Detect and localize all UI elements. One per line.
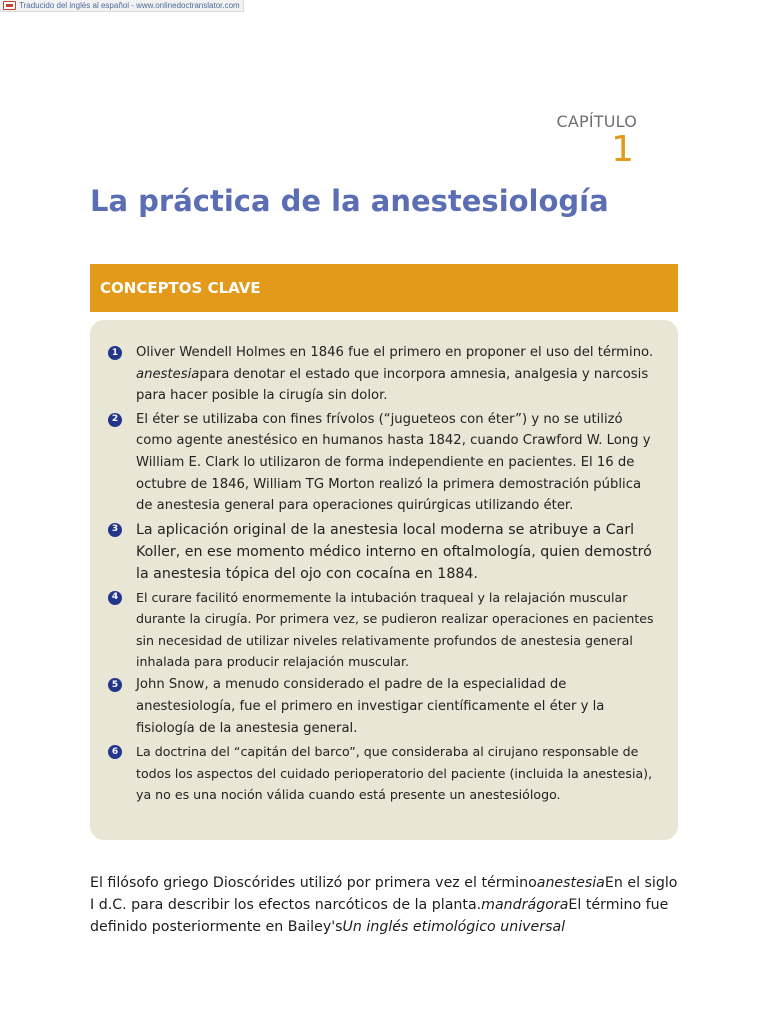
- body-book-title-italic: Un inglés etimológico universal: [342, 919, 566, 936]
- translator-banner[interactable]: [0, 0, 244, 12]
- concept-text-cont: para denotar el estado que incorpora amnesia, analgesia y narcosis para hacer posible la cirugía sin dolor.: [136, 366, 649, 404]
- translator-banner-text[interactable]: Traducido del inglés al español - www.onlinedoctranslator.com: [19, 1, 240, 10]
- concept-text: Oliver Wendell Holmes en 1846 fue el primero en proponer el uso del término.: [136, 345, 654, 360]
- chapter-label: CAPÍTULO: [556, 112, 637, 131]
- concept-number-badge: 6: [108, 745, 122, 759]
- concept-text: La doctrina del “capitán del barco”, que consideraba al cirujano responsable de todos los aspectos del cuidado perioperatorio del paciente (incluida la anestesia), ya no es una noción válida cuando está presente un anestesiólogo.: [136, 744, 653, 802]
- concept-number-badge: 2: [108, 413, 122, 427]
- body-text: En el siglo I d.C. para describir los efectos narcóticos de la planta.: [90, 875, 678, 914]
- key-concept-item-3: [108, 519, 658, 585]
- body-text: El filósofo griego Dioscórides utilizó por primera vez el término: [90, 875, 537, 892]
- key-concept-item-5: [108, 674, 658, 739]
- concept-number-badge: 3: [108, 523, 122, 537]
- concept-text: La aplicación original de la anestesia local moderna se atribuye a Carl Koller, en ese momento médico interno en oftalmología, quien demostró la anestesia tópica del ojo con cocaína en 1884.: [136, 521, 652, 582]
- concept-number-badge: 1: [108, 346, 122, 360]
- body-term-italic: anestesia: [536, 875, 605, 892]
- body-paragraph: [90, 872, 680, 938]
- concept-text: El éter se utilizaba con fines frívolos (“jugueteos con éter”) y no se utilizó como agente anestésico en humanos hasta 1842, cuando Crawford W. Long y William E. Clark lo utilizaron de forma independiente en pacientes. El 16 de octubre de 1846, William TG Morton realizó la primera demostración pública de anestesia general para operaciones quirúrgicas utilizando éter.: [136, 411, 651, 514]
- concept-text: El curare facilitó enormemente la intubación traqueal y la relajación muscular durante la cirugía. Por primera vez, se pudieron realizar operaciones en pacientes sin necesidad de utilizar niveles relativamente profundos de anestesia general inhalada para producir relajación muscular.: [136, 589, 654, 669]
- key-concept-item-1: [108, 342, 658, 407]
- pdf-icon: [3, 1, 16, 10]
- body-term-italic: mandrágora: [481, 897, 569, 914]
- chapter-number: 1: [611, 129, 634, 170]
- key-concepts-panel: [90, 320, 678, 840]
- body-text: El término fue definido posteriormente en Bailey's: [90, 897, 669, 936]
- key-concept-item-2: [108, 409, 658, 517]
- concept-term-italic: anestesia: [136, 366, 200, 382]
- key-concept-item-4: [108, 587, 658, 673]
- key-concepts-header: [90, 264, 678, 312]
- key-concept-item-6: [108, 741, 658, 805]
- chapter-title: La práctica de la anestesiología: [90, 184, 609, 218]
- concept-number-badge: 4: [108, 591, 122, 605]
- key-concepts-heading: CONCEPTOS CLAVE: [100, 279, 261, 297]
- concept-text: John Snow, a menudo considerado el padre de la especialidad de anestesiología, fue el primero en investigar científicamente el éter y la fisiología de la anestesia general.: [136, 677, 605, 736]
- concept-number-badge: 5: [108, 678, 122, 692]
